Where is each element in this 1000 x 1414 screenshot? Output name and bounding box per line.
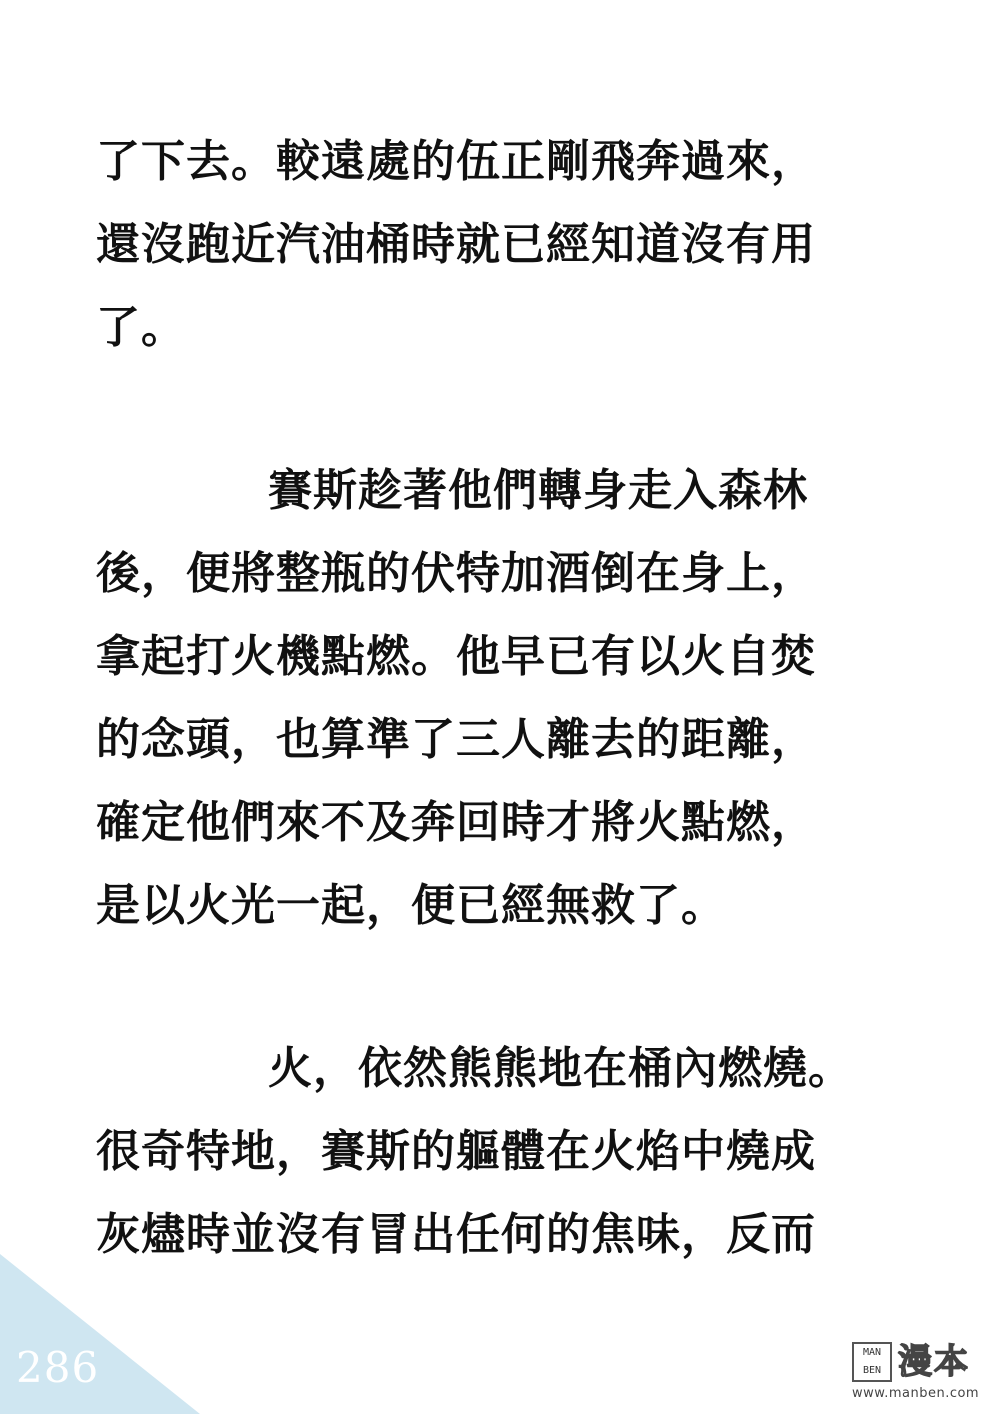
watermark-title: 漫本 [898,1342,970,1382]
paragraph-2-line-2: 後，便將整瓶的伏特加酒倒在身上， [96,548,816,599]
paragraph-2 [96,449,956,947]
paragraph-1-line-1: 了下去。較遠處的伍正剛飛奔過來， [96,136,816,187]
paragraph-3-line-2: 很奇特地，賽斯的軀體在火焰中燒成 [96,1126,816,1177]
paragraph-1-line-3: 了。 [96,302,186,353]
watermark-logo-bottom: BEN [862,1365,882,1376]
paragraph-1 [96,120,956,369]
paragraph-3-line-3: 灰燼時並沒有冒出任何的焦味，反而 [96,1209,816,1260]
paragraph-gap [96,369,956,449]
paragraph-1-line-2: 還沒跑近汽油桶時就已經知道沒有用 [96,219,816,270]
watermark [852,1342,988,1406]
paragraph-3 [96,1027,956,1276]
paragraph-2-line-6: 是以火光一起，便已經無救了。 [96,880,726,931]
watermark-logo-top: MAN [862,1347,882,1358]
watermark-url: www.manben.com [852,1386,980,1401]
paragraph-2-line-5: 確定他們來不及奔回時才將火點燃， [96,797,816,848]
paragraph-2-line-3: 拿起打火機點燃。他早已有以火自焚 [96,631,816,682]
paragraph-3-line-1: 火，依然熊熊地在桶內燃燒。 [268,1043,853,1094]
paragraph-2-line-4: 的念頭，也算準了三人離去的距離， [96,714,816,765]
page-number: 286 [16,1343,100,1392]
text-block [96,120,956,1276]
paragraph-gap [96,947,956,1027]
watermark-logo-icon [852,1342,892,1382]
paragraph-2-line-1: 賽斯趁著他們轉身走入森林 [268,465,808,516]
